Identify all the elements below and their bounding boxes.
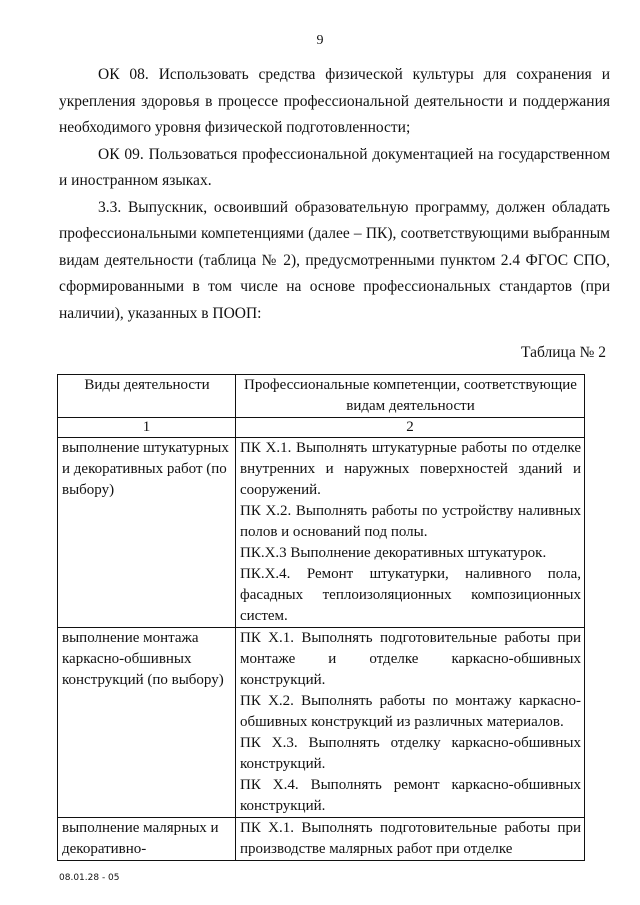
header-activity: Виды деятельности bbox=[58, 375, 236, 418]
competencies-cell bbox=[236, 628, 585, 818]
header-competencies: Профессиональные компетенции, соответствующие видам деятельности bbox=[236, 375, 585, 418]
table-row bbox=[58, 628, 585, 818]
column-number-2: 2 bbox=[236, 418, 585, 438]
competency-item: ПК Х.2. Выполнять работы по устройству наливных полов и оснований под полы. bbox=[240, 503, 581, 540]
paragraph-ok08: ОК 08. Использовать средства физической культуры для сохранения и укрепления здоровья в процессе профессиональной деятельности и поддержания необходимого уровня физической подготовленности; bbox=[59, 66, 610, 136]
competencies-cell bbox=[236, 438, 585, 628]
competencies-cell bbox=[236, 818, 585, 861]
footer-document-code: 08.01.28 - 05 bbox=[59, 873, 120, 883]
activity-cell: выполнение штукатурных и декоративных работ (по выбору) bbox=[58, 438, 236, 628]
competencies-table bbox=[57, 374, 585, 861]
competency-item: ПК.Х.4. Ремонт штукатурки, наливного пола, фасадных теплоизоляционных композиционных систем. bbox=[240, 566, 581, 624]
competency-item: ПК Х.2. Выполнять работы по монтажу каркасно-обшивных конструкций из различных материалов. bbox=[240, 693, 581, 730]
table-caption: Таблица № 2 bbox=[521, 344, 606, 361]
table-row bbox=[58, 438, 585, 628]
paragraph-ok09: ОК 09. Пользоваться профессиональной документацией на государственном и иностранном языках. bbox=[59, 145, 610, 189]
activity-cell: выполнение монтажа каркасно-обшивных конструкций (по выбору) bbox=[58, 628, 236, 818]
column-number-1: 1 bbox=[58, 418, 236, 438]
competency-item: ПК Х.1. Выполнять штукатурные работы по отделке внутренних и наружных поверхностей зданий и сооружений. bbox=[240, 440, 581, 498]
competency-item: ПК Х.4. Выполнять ремонт каркасно-обшивных конструкций. bbox=[240, 777, 581, 814]
competency-item: ПК.Х.3 Выполнение декоративных штукатурок. bbox=[240, 545, 547, 561]
table-row bbox=[58, 818, 585, 861]
table-column-numbers bbox=[58, 418, 585, 438]
body-text bbox=[59, 62, 610, 327]
competency-item: ПК Х.1. Выполнять подготовительные работы при производстве малярных работ при отделке bbox=[240, 820, 581, 857]
table-header-row bbox=[58, 375, 585, 418]
paragraph-3-3: 3.3. Выпускник, освоивший образовательную программу, должен обладать профессиональными компетенциями (далее – ПК), соответствующими выбранным видам деятельности (таблица № 2), предусмотренными пунктом 2.4 ФГОС СПО, сформированными в том числе на основе профессиональных стандартов (при наличии), указанных в ПООП: bbox=[59, 198, 610, 322]
page-number: 9 bbox=[316, 33, 324, 48]
activity-cell: выполнение малярных и декоративно- bbox=[58, 818, 236, 861]
competency-item: ПК Х.1. Выполнять подготовительные работы при монтаже и отделке каркасно-обшивных конструкций. bbox=[240, 630, 581, 688]
competency-item: ПК Х.3. Выполнять отделку каркасно-обшивных конструкций. bbox=[240, 735, 581, 772]
